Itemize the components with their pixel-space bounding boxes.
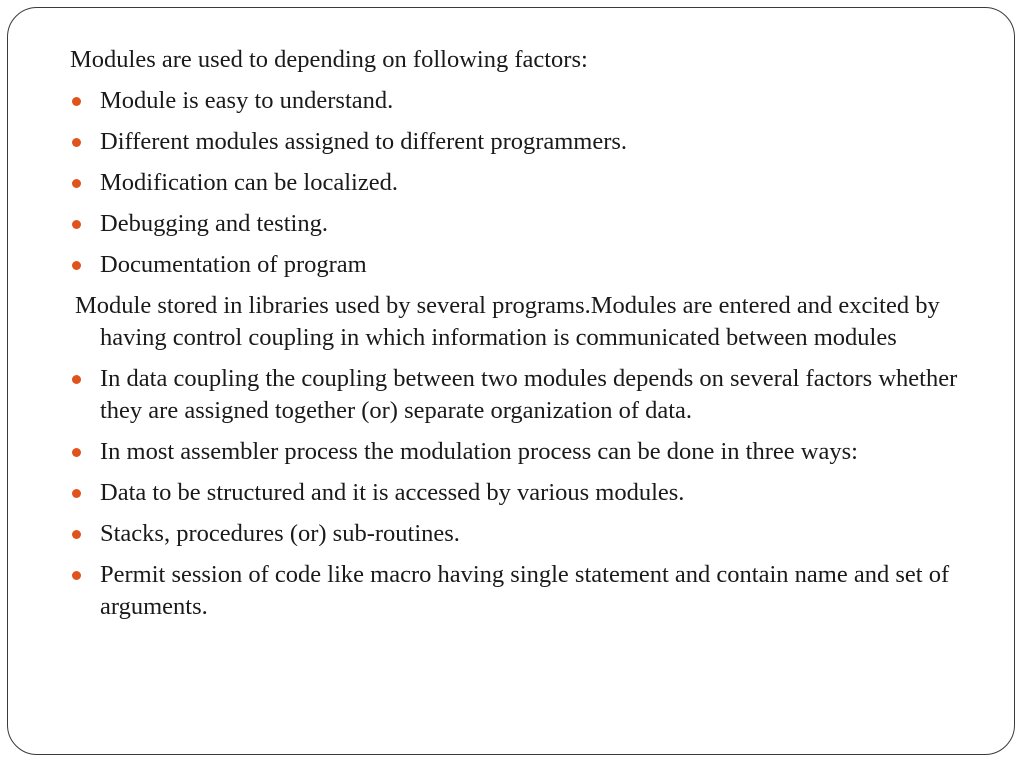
- bullet-text: Documentation of program: [100, 251, 367, 278]
- bullet-item: [70, 85, 970, 117]
- bullet-dot-icon: [72, 220, 81, 229]
- bullet-item: [70, 167, 970, 199]
- bullet-dot-icon: [72, 530, 81, 539]
- intro-text: Modules are used to depending on following factors:: [70, 46, 588, 73]
- bullet-dot-icon: [72, 97, 81, 106]
- bullet-text: In data coupling the coupling between two modules depends on several factors whether they are assigned together (or) separate organization of data.: [100, 365, 958, 424]
- bullet-item: [70, 477, 970, 509]
- bullet-text: Permit session of code like macro having single statement and contain name and set of arguments.: [100, 561, 950, 620]
- bullet-text: Data to be structured and it is accessed by various modules.: [100, 479, 685, 506]
- bullet-text: In most assembler process the modulation process can be done in three ways:: [100, 438, 858, 465]
- bullet-item: [70, 518, 970, 550]
- bullet-dot-icon: [72, 375, 81, 384]
- bullet-text: Debugging and testing.: [100, 210, 328, 237]
- bullet-item: [70, 208, 970, 240]
- bullet-text: Stacks, procedures (or) sub-routines.: [100, 520, 460, 547]
- bullet-text: Different modules assigned to different programmers.: [100, 128, 628, 155]
- bullet-item: [70, 249, 970, 281]
- bullet-dot-icon: [72, 448, 81, 457]
- bullet-dot-icon: [72, 571, 81, 580]
- bullet-item: [70, 363, 970, 427]
- slide-content: [70, 44, 970, 632]
- bullet-dot-icon: [72, 261, 81, 270]
- bullet-item: [70, 126, 970, 158]
- slide-frame: [7, 7, 1015, 755]
- bullet-item: [70, 559, 970, 623]
- bullet-text: Modification can be localized.: [100, 169, 398, 196]
- bullet-text: Module is easy to understand.: [100, 87, 394, 114]
- body-paragraph: Module stored in libraries used by several programs.Modules are entered and excited by having control coupling in which information is communicated between modules: [75, 292, 940, 351]
- bullet-dot-icon: [72, 179, 81, 188]
- bullet-dot-icon: [72, 138, 81, 147]
- bullet-dot-icon: [72, 489, 81, 498]
- bullet-item: [70, 436, 970, 468]
